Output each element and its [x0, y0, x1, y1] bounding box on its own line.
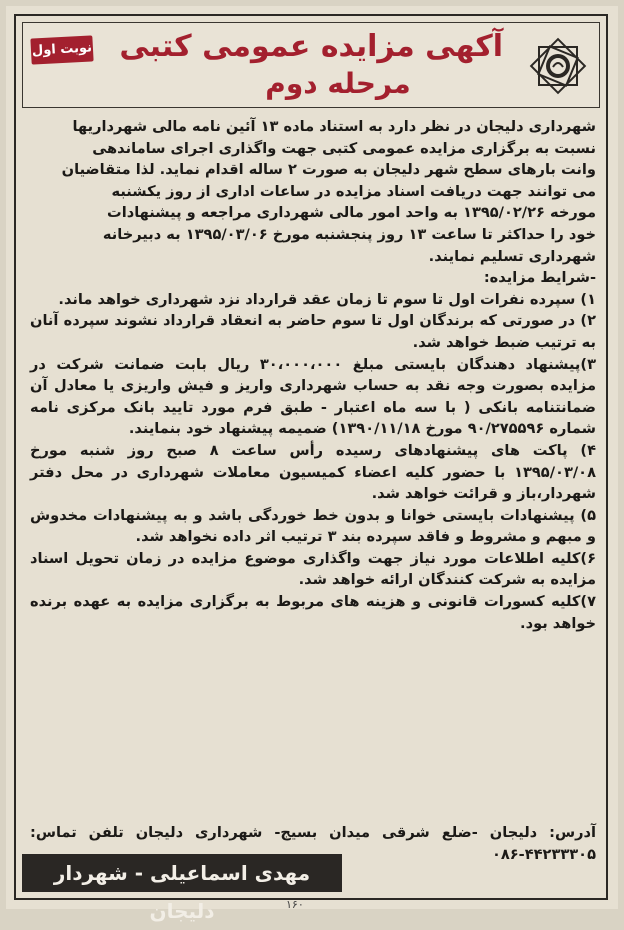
intro-line: شهرداری دلیجان در نظر دارد به استناد ماده ۱۳ آئین نامه مالی شهرداریها	[72, 118, 596, 135]
ad-subtitle: مرحله دوم	[265, 67, 411, 100]
signature-band: مهدی اسماعیلی - شهردار دلیجان	[22, 854, 342, 892]
intro-line: نسبت به برگزاری مزایده عمومی کتبی جهت واگذاری اجرای ساماندهی	[92, 139, 596, 157]
condition-item: ۷)کلیه کسورات قانونی و هزینه های مربوط به برگزاری مزایده به عهده برنده خواهد بود.	[30, 593, 596, 632]
condition-item: ۵) پیشنهادات بایستی خوانا و بدون خط خوردگی باشد و به پیشنهادات مخدوش و مبهم و مشروط و فاقد سپرده بند ۳ ترتیب اثر داده نخواهد شد.	[30, 506, 596, 546]
ad-header	[22, 22, 600, 108]
address-text: آدرس: دلیجان -ضلع شرقی میدان بسیج- شهرداری دلیجان تلفن تماس:	[30, 824, 596, 841]
condition-item: ۱) سپرده نفرات اول تا سوم تا زمان عقد قرارداد نزد شهرداری خواهد ماند.	[58, 290, 596, 308]
intro-line: شهرداری تسلیم نمایند.	[428, 247, 596, 265]
page-number: ۱۶۰	[286, 898, 304, 911]
condition-item: ۳)پیشنهاد دهندگان بایستی مبلغ ۳۰،۰۰۰،۰۰۰ ریال بابت ضمانت شرکت در مزایده بصورت وجه نقد به حساب شهرداری واریز و فیش واریزی یا معادل آن ضمانتنامه بانکی ( با سه ماه اعتبار - طبق فرم مورد تایید بانک مرکزی نامه شماره ۹۰/۲۷۵۵۹۶ مورخ ۱۳۹۰/۱۱/۱۸) ضمیمه پیشنهاد خود بنمایند.	[30, 355, 596, 438]
condition-item: ۶)کلیه اطلاعات مورد نیاز جهت واگذاری موضوع مزایده در زمان تحویل اسناد مزایده به شرکت کنندگان ارائه خواهد شد.	[30, 549, 596, 589]
intro-line: مورخه ۱۳۹۵/۰۲/۲۶ به واحد امور مالی شهرداری مراجعه و پیشنهادات	[107, 204, 596, 222]
ad-title: آکهی مزایده عمومی کتبی	[119, 29, 503, 64]
intro-line: وانت بارهای سطح شهر دلیجان به صورت ۲ ساله اقدام نماید. لذا متقاضیان	[61, 161, 596, 179]
intro-line: می توانند جهت دریافت اسناد مزایده در ساعات اداری از روز یکشنبه	[111, 182, 596, 200]
intro-line: خود را حداکثر تا ساعت ۱۳ روز پنجشنبه مورخ ۱۳۹۵/۰۳/۰۶ به دبیرخانه	[102, 225, 596, 243]
newspaper-clipping	[6, 6, 618, 923]
ad-body	[30, 116, 596, 634]
conditions-heading: -شرایط مزایده:	[483, 269, 596, 287]
round-badge: نوبت اول	[30, 35, 93, 64]
municipality-emblem-icon	[523, 31, 593, 101]
phone-number: ۰۸۶-۴۴۲۳۳۳۰۵	[491, 846, 596, 863]
condition-item: ۴) پاکت های پیشنهادهای رسیده رأس ساعت ۸ صبح روز شنبه مورخ ۱۳۹۵/۰۳/۰۸ با حضور کلیه اعضاء کمیسیون معاملات شهرداری در محل دفتر شهردار،باز و قرائت خواهد شد.	[30, 441, 596, 503]
condition-item: ۲) در صورتی که برندگان اول تا سوم حاضر به انعقاد قرارداد نشوند سپرده آنان به ترتیب ضبط خواهد شد.	[30, 312, 596, 351]
